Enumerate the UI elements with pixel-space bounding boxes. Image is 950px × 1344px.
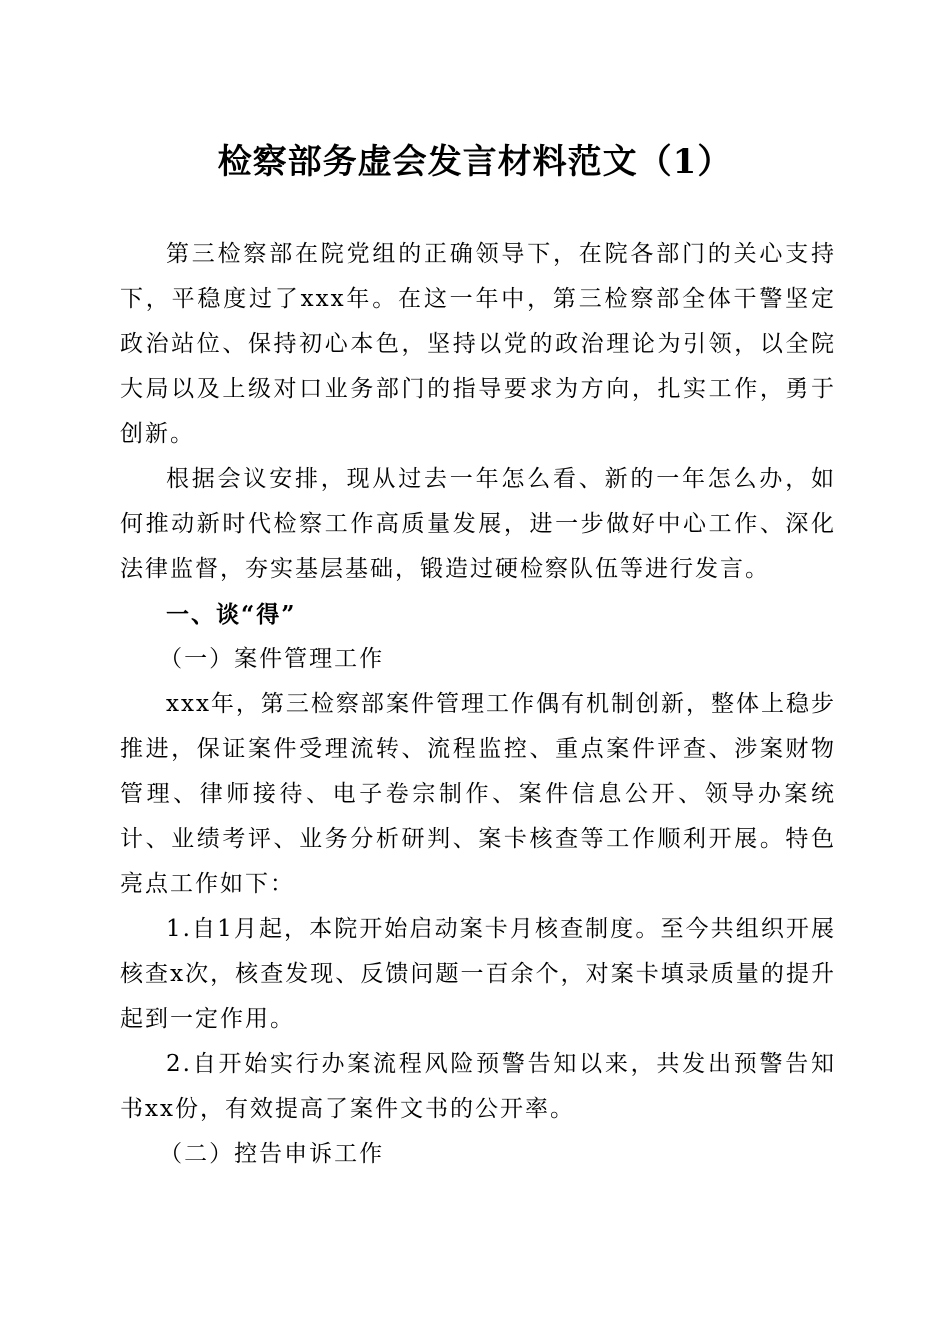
intro-paragraph-2: 根据会议安排，现从过去一年怎么看、新的一年怎么办，如何推动新时代检察工作高质量发展，进一步做好中心工作、深化法律监督，夯实基层基础，锻造过硬检察队伍等进行发言。 (120, 466, 836, 582)
intro-paragraph-1: 第三检察部在院党组的正确领导下，在院各部门的关心支持下，平稳度过了xxx年。在这一年中，第三检察部全体干警坚定政治站位、保持初心本色，坚持以党的政治理论为引领，以全院大局以及上级对口业务部门的指导要求为方向，扎实工作，勇于创新。 (120, 241, 836, 447)
subsection-heading-case-management: （一）案件管理工作 (159, 646, 385, 672)
section-heading-1: 一、谈“得” (166, 601, 297, 628)
subsection-heading-complaints: （二）控告申诉工作 (159, 1141, 385, 1167)
list-item-2: 2.自开始实行办案流程风险预警告知以来，共发出预警告知书xx份，有效提高了案件文书的公开率。 (120, 1051, 836, 1122)
list-item-1: 1.自1月起，本院开始启动案卡月核查制度。至今共组织开展核查x次，核查发现、反馈问题一百余个，对案卡填录质量的提升起到一定作用。 (120, 916, 836, 1032)
document-title: 检察部务虚会发言材料范文（1） (217, 142, 733, 182)
case-management-paragraph: xxx年，第三检察部案件管理工作偶有机制创新，整体上稳步推进，保证案件受理流转、流程监控、重点案件评查、涉案财物管理、律师接待、电子卷宗制作、案件信息公开、领导办案统计、业绩考评、业务分析研判、案卡核查等工作顺利开展。特色亮点工作如下： (120, 691, 836, 897)
document-body (120, 232, 836, 1177)
